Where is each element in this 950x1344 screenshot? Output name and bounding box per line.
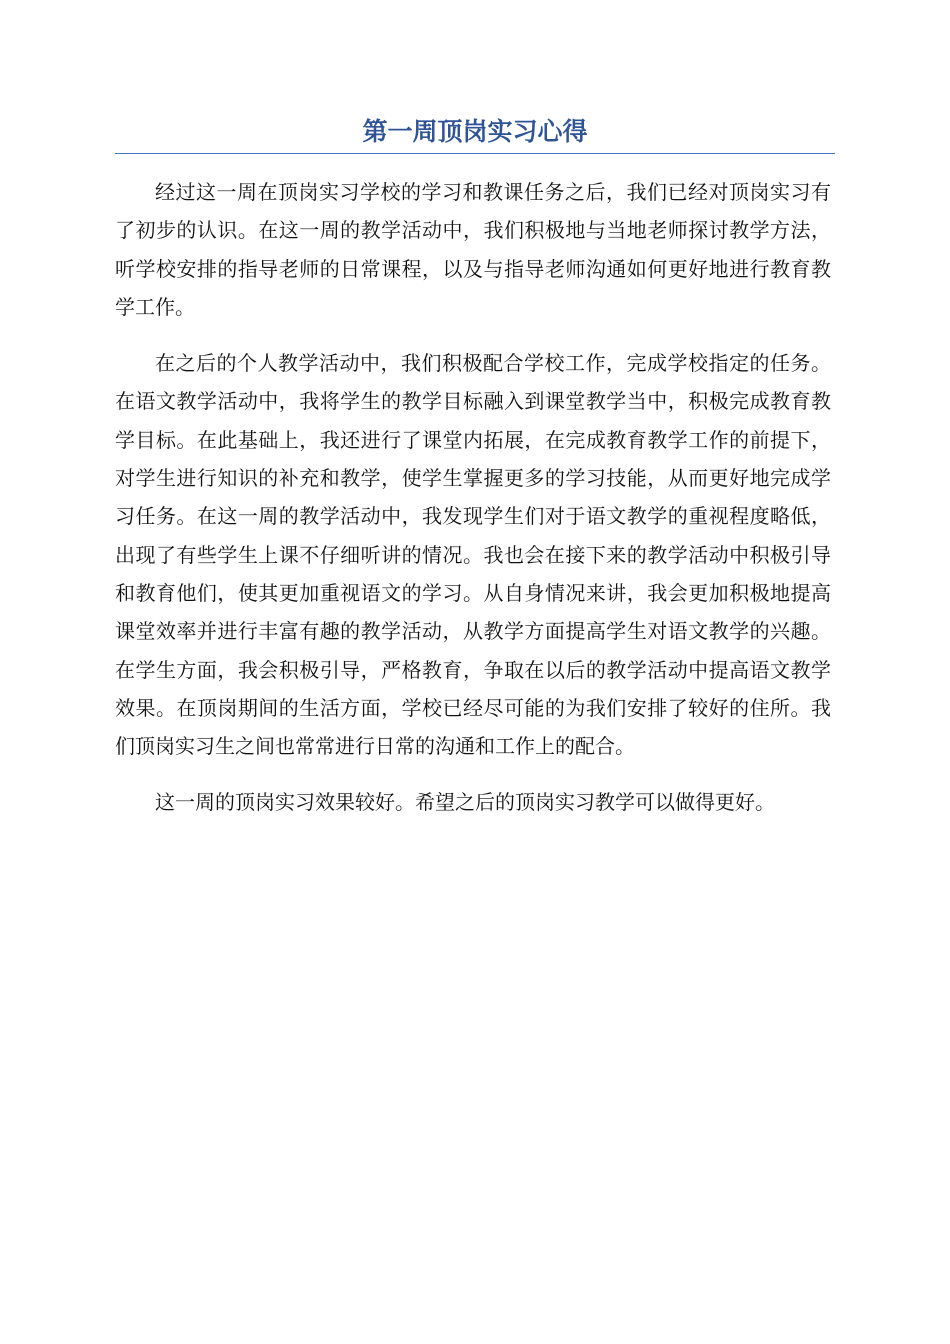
title-block (115, 112, 835, 154)
document-body (115, 173, 831, 840)
paragraph-1: 经过这一周在顶岗实习学校的学习和教课任务之后，我们已经对顶岗实习有了初步的认识。在这一周的教学活动中，我们积极地与当地老师探讨教学方法，听学校安排的指导老师的日常课程，以及与指导老师沟通如何更好地进行教育教学工作。 (115, 180, 831, 319)
title-underline (115, 153, 835, 154)
paragraph-2: 在之后的个人教学活动中，我们积极配合学校工作，完成学校指定的任务。在语文教学活动中，我将学生的教学目标融入到课堂教学当中，积极完成教育教学目标。在此基础上，我还进行了课堂内拓展，在完成教育教学工作的前提下，对学生进行知识的补充和教学，使学生掌握更多的学习技能，从而更好地完成学习任务。在这一周的教学活动中，我发现学生们对于语文教学的重视程度略低，出现了有些学生上课不仔细听讲的情况。我也会在接下来的教学活动中积极引导和教育他们，使其更加重视语文的学习。从自身情况来讲，我会更加积极地提高课堂效率并进行丰富有趣的教学活动，从教学方面提高学生对语文教学的兴趣。在学生方面，我会积极引导，严格教育，争取在以后的教学活动中提高语文教学效果。在顶岗期间的生活方面，学校已经尽可能的为我们安排了较好的住所。我们顶岗实习生之间也常常进行日常的沟通和工作上的配合。 (115, 351, 831, 759)
page-title: 第一周顶岗实习心得 (362, 117, 588, 146)
paragraph-3: 这一周的顶岗实习效果较好。希望之后的顶岗实习教学可以做得更好。 (155, 790, 775, 815)
